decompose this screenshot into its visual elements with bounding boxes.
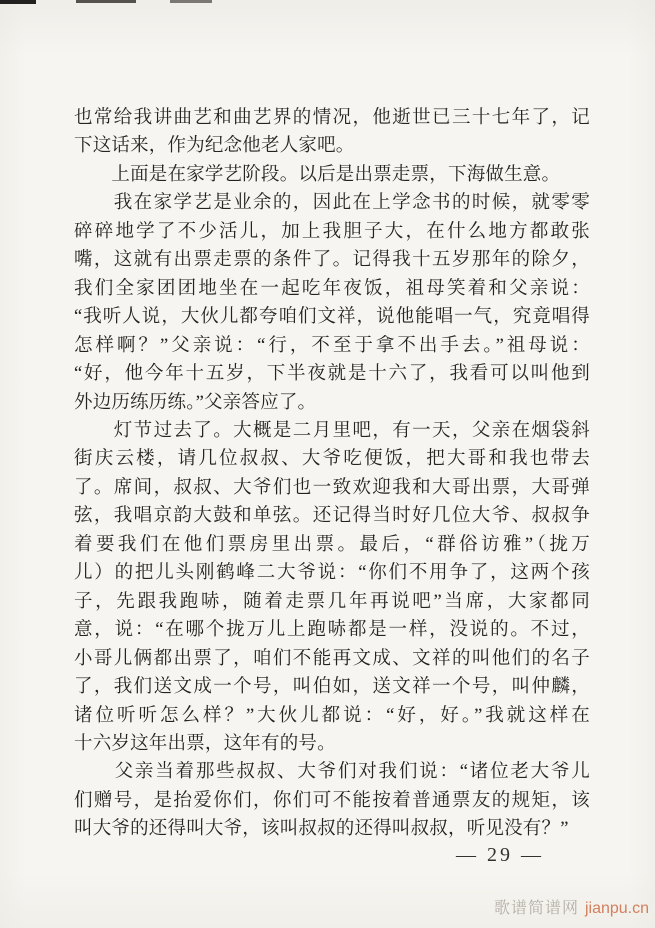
text-line: 了，我们送文成一个号，叫伯如，送文祥一个号，叫仲麟， <box>74 677 590 698</box>
text-line: 灯节过去了。大概是二月里吧，有一天，父亲在烟袋斜 <box>74 420 590 441</box>
text-line: 外边历练历练。”父亲答应了。 <box>74 392 317 413</box>
text-line: 下这话来，作为纪念他老人家吧。 <box>74 136 355 157</box>
paragraph <box>74 161 590 189</box>
text-line: 上面是在家学艺阶段。以后是出票走票，下海做生意。 <box>74 164 561 185</box>
body-text <box>74 104 590 844</box>
scan-artifact-right <box>170 0 212 3</box>
text-line: 诸位听听怎么样？”大伙儿都说：“好，好。”我就这样在 <box>74 705 590 726</box>
scan-artifact-left <box>0 0 36 4</box>
page-number: — 29 — <box>456 844 544 866</box>
paragraph <box>74 758 590 843</box>
watermark-site-url: jianpu.cn <box>584 900 649 917</box>
text-line: 街庆云楼，请几位叔叔、大爷吃便饭，把大哥和我也带去 <box>74 449 590 470</box>
watermark-site-name: 歌谱简谱网 <box>493 900 579 917</box>
text-line: 父亲当着那些叔叔、大爷们对我们说：“诸位老大爷儿 <box>74 762 590 783</box>
text-line: 叫大爷的还得叫大爷，该叫叔叔的还得叫叔叔，听见没有？” <box>74 819 569 840</box>
text-line: “好，他今年十五岁，下半夜就是十六了，我看可以叫他到 <box>74 364 590 385</box>
text-line: 们赠号，是抬爱你们，你们可不能按着普通票友的规矩，该 <box>74 790 590 811</box>
text-line: “我听人说，大伙儿都夸咱们文祥，说他能唱一气，究竟唱得 <box>74 307 590 328</box>
text-line: 怎样啊？”父亲说：“行，不至于拿不出手去。”祖母说： <box>74 335 590 356</box>
text-line: 也常给我讲曲艺和曲艺界的情况，他逝世已三十七年了，记 <box>74 108 590 128</box>
text-line: 了。席间，叔叔、大爷们也一致欢迎我和大哥出票，大哥弹 <box>74 477 590 498</box>
text-line: 着要我们在他们票房里出票。最后，“群俗访雅”（拢万 <box>74 534 590 555</box>
text-line: 小哥儿俩都出票了，咱们不能再文成、文祥的叫他们的名子 <box>74 648 590 669</box>
watermark <box>494 895 649 918</box>
text-line: 碎碎地学了不少活儿，加上我胆子大，在什么地方都敢张 <box>74 221 590 242</box>
text-line: 儿）的把儿头刚鹤峰二大爷说：“你们不用争了，这两个孩 <box>74 563 590 584</box>
text-line: 我在家学艺是业余的，因此在上学念书的时候，就零零 <box>74 193 590 214</box>
scan-artifact-middle <box>76 0 136 3</box>
paragraph <box>74 417 590 758</box>
paragraph <box>74 104 590 161</box>
text-line: 嘴，这就有出票走票的条件了。记得我十五岁那年的除夕， <box>74 250 590 271</box>
text-line: 子，先跟我跑哧，随着走票几年再说吧”当席，大家都同 <box>74 591 590 612</box>
text-line: 我们全家团团地坐在一起吃年夜饭，祖母笑着和父亲说： <box>74 278 590 299</box>
text-line: 十六岁这年出票，这年有的号。 <box>74 733 336 754</box>
paragraph <box>74 189 590 417</box>
text-line: 弦，我唱京韵大鼓和单弦。还记得当时好几位大爷、叔叔争 <box>74 506 590 527</box>
text-line: 意，说：“在哪个拢万儿上跑哧都是一样，没说的。不过， <box>74 620 590 641</box>
